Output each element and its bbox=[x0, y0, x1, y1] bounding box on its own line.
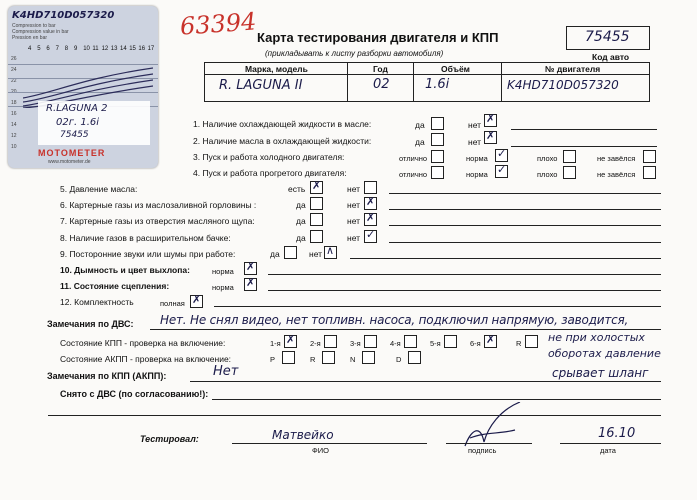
kpp-gear-label: 3-я bbox=[350, 339, 361, 348]
kpp-gear-checkbox[interactable] bbox=[444, 335, 457, 348]
q4-opt-no-start: не завёлся bbox=[597, 170, 636, 179]
q5-opt-no: нет bbox=[347, 184, 361, 194]
q3-opt-excellent: отлично bbox=[399, 154, 428, 163]
q10-opt-normal: норма bbox=[212, 267, 234, 276]
akpp-gear-label: R bbox=[310, 355, 316, 364]
meter-scale-tick: 16 bbox=[138, 46, 146, 52]
q7-no-checkbox[interactable]: ✗ bbox=[366, 211, 376, 224]
dvs-remarks-text: Нет. Не снял видео, нет топливн. насоса, подключил напрямую, заводится, bbox=[160, 313, 629, 327]
motometer-card bbox=[8, 6, 158, 168]
q9-opt-no: нет bbox=[309, 249, 323, 259]
q1-opt-yes: да bbox=[415, 120, 425, 130]
meter-engine-no: K4HD710D057320 bbox=[12, 10, 115, 21]
meter-site: www.motometer.de bbox=[48, 159, 91, 165]
meter-line2: Compression value in bar bbox=[12, 29, 69, 35]
q12-full-checkbox[interactable]: ✗ bbox=[192, 293, 202, 306]
meter-side-tick: 24 bbox=[11, 67, 17, 73]
q7-yes-checkbox[interactable] bbox=[310, 213, 323, 226]
meter-scale-tick: 12 bbox=[101, 46, 109, 52]
meter-side-tick: 12 bbox=[11, 133, 17, 139]
q9-text: 9. Посторонние звуки или шумы при работе: bbox=[60, 249, 236, 259]
kpp-gear-checkbox[interactable] bbox=[364, 335, 377, 348]
meter-scale-tick: 8 bbox=[64, 46, 69, 52]
meter-note1: R.LAGUNA 2 bbox=[46, 103, 108, 114]
meter-scale-tick: 6 bbox=[46, 46, 50, 52]
q7-opt-yes: да bbox=[296, 216, 306, 226]
q9-yes-checkbox[interactable] bbox=[284, 246, 297, 259]
removed-label: Снято с ДВС (по согласованию!): bbox=[60, 389, 209, 399]
akpp-gear-label: P bbox=[270, 355, 276, 364]
q4-opt-bad: плохо bbox=[537, 170, 558, 179]
kpp-gear-label: 6-я bbox=[470, 339, 481, 348]
meter-note3: 75455 bbox=[60, 130, 89, 140]
val-year: 02 bbox=[373, 77, 390, 92]
q3-no-start-checkbox[interactable] bbox=[643, 150, 656, 163]
q1-no-checkbox[interactable]: ✗ bbox=[486, 112, 496, 125]
code-value: 75455 bbox=[585, 29, 630, 45]
q12-text: 12. Комплектность bbox=[60, 297, 134, 307]
kpp-gear-label: 4-я bbox=[390, 339, 401, 348]
q9-no-checkbox[interactable]: ∧ bbox=[324, 246, 337, 259]
q6-opt-no: нет bbox=[347, 200, 361, 210]
dvs-remarks-label: Замечания по ДВС: bbox=[47, 319, 134, 329]
meter-side-tick: 22 bbox=[11, 78, 17, 84]
q9-opt-yes: да bbox=[270, 249, 280, 259]
date-value: 16.10 bbox=[598, 426, 636, 441]
q6-text: 6. Картерные газы из маслозаливной горловины : bbox=[60, 200, 257, 210]
col-engine-no: № двигателя bbox=[545, 64, 601, 74]
q3-opt-bad: плохо bbox=[537, 154, 558, 163]
kpp-gear-label: 1-я bbox=[270, 339, 281, 348]
kpp-check-label: Состояние КПП - проверка на включение: bbox=[60, 338, 226, 348]
meter-scale-tick: 9 bbox=[74, 46, 78, 52]
col-year: Год bbox=[373, 64, 388, 74]
meter-scale-tick: 7 bbox=[55, 46, 59, 52]
header-table bbox=[204, 62, 650, 102]
val-engine-no: K4HD710D057320 bbox=[507, 78, 619, 92]
kpp-gear-checkbox[interactable]: ✗ bbox=[286, 333, 296, 346]
meter-side-tick: 10 bbox=[11, 144, 17, 150]
col-volume: Объём bbox=[441, 64, 470, 74]
dvs-remarks-text2: не при холостых bbox=[548, 331, 645, 344]
q3-bad-checkbox[interactable] bbox=[563, 150, 576, 163]
q1-yes-checkbox[interactable] bbox=[431, 117, 444, 130]
kpp-gear-checkbox[interactable] bbox=[404, 335, 417, 348]
q4-opt-excellent: отлично bbox=[399, 170, 428, 179]
meter-note2: 02г. 1.6i bbox=[56, 117, 100, 128]
q5-opt-yes: есть bbox=[288, 184, 306, 194]
akpp-gear-label: N bbox=[350, 355, 356, 364]
col-model: Марка, модель bbox=[245, 64, 308, 74]
meter-side-tick: 14 bbox=[11, 122, 17, 128]
kpp-remarks-label: Замечания по КПП (АКПП): bbox=[47, 371, 167, 381]
q4-bad-checkbox[interactable] bbox=[563, 166, 576, 179]
q2-opt-yes: да bbox=[415, 137, 425, 147]
meter-scale bbox=[28, 46, 156, 56]
q11-text: 11. Состояние сцепления: bbox=[60, 281, 170, 291]
meter-line3: Pression en bar bbox=[12, 35, 48, 41]
q12-opt-full: полная bbox=[160, 299, 185, 308]
q7-text: 7. Картерные газы из отверстия масляного щупа: bbox=[60, 216, 255, 226]
meter-side-tick: 16 bbox=[11, 111, 17, 117]
q2-opt-no: нет bbox=[468, 137, 482, 147]
q3-text: 3. Пуск и работа холодного двигателя: bbox=[193, 152, 345, 162]
fio-label: ФИО bbox=[312, 446, 329, 455]
akpp-gear-checkbox[interactable] bbox=[408, 351, 421, 364]
akpp-check-label: Состояние АКПП - проверка на включение: bbox=[60, 354, 232, 364]
q8-text: 8. Наличие газов в расширительном бачке: bbox=[60, 233, 231, 243]
q5-yes-checkbox[interactable]: ✗ bbox=[312, 179, 322, 192]
meter-scale-tick: 11 bbox=[92, 46, 99, 52]
page-title: Карта тестирования двигателя и КПП bbox=[257, 30, 499, 45]
kpp-gear-label: 2-я bbox=[310, 339, 321, 348]
kpp-gear-label: R bbox=[516, 339, 522, 348]
meter-scale-tick: 17 bbox=[147, 46, 155, 52]
q4-text: 4. Пуск и работа прогретого двигателя: bbox=[193, 168, 347, 178]
val-model: R. LAGUNA II bbox=[219, 78, 303, 93]
q6-opt-yes: да bbox=[296, 200, 306, 210]
q5-no-checkbox[interactable] bbox=[364, 181, 377, 194]
q2-yes-checkbox[interactable] bbox=[431, 133, 444, 146]
q10-text: 10. Дымность и цвет выхлопа: bbox=[60, 265, 190, 275]
signature-scribble bbox=[440, 402, 540, 452]
meter-side-tick: 18 bbox=[11, 100, 17, 106]
stamp-number: 63394 bbox=[179, 7, 258, 41]
code-box bbox=[566, 26, 650, 50]
page-subtitle: (прикладывать к листу разборки автомобиля) bbox=[265, 49, 444, 58]
meter-line1: Compression to bar bbox=[12, 23, 56, 29]
meter-scale-tick: 5 bbox=[37, 46, 41, 52]
q4-no-start-checkbox[interactable] bbox=[643, 166, 656, 179]
date-label: дата bbox=[600, 446, 616, 455]
q6-yes-checkbox[interactable] bbox=[310, 197, 323, 210]
q6-no-checkbox[interactable]: ✗ bbox=[366, 195, 376, 208]
meter-scale-tick: 14 bbox=[120, 46, 127, 52]
meter-scale-tick: 4 bbox=[28, 46, 32, 52]
q4-normal-checkbox[interactable]: ✓ bbox=[497, 163, 507, 176]
meter-scale-tick: 10 bbox=[83, 46, 90, 52]
kpp-remarks-text: Нет bbox=[213, 364, 239, 379]
q3-opt-no-start: не завёлся bbox=[597, 154, 636, 163]
kpp-gear-checkbox[interactable] bbox=[525, 335, 538, 348]
q10-normal-checkbox[interactable]: ✗ bbox=[246, 260, 256, 273]
q8-yes-checkbox[interactable] bbox=[310, 230, 323, 243]
tester-name: Матвейко bbox=[272, 428, 334, 442]
signature-label: подпись bbox=[468, 446, 497, 455]
akpp-gear-checkbox[interactable] bbox=[282, 351, 295, 364]
akpp-gear-checkbox[interactable] bbox=[322, 351, 335, 364]
q3-normal-checkbox[interactable]: ✓ bbox=[497, 147, 507, 160]
q8-opt-no: нет bbox=[347, 233, 361, 243]
q3-opt-normal: норма bbox=[466, 154, 488, 163]
q4-opt-normal: норма bbox=[466, 170, 488, 179]
q4-excellent-checkbox[interactable] bbox=[431, 166, 444, 179]
q2-no-checkbox[interactable]: ✗ bbox=[486, 129, 496, 142]
kpp-gear-checkbox[interactable]: ✗ bbox=[486, 333, 496, 346]
q8-no-checkbox[interactable]: ✓ bbox=[366, 228, 376, 241]
q1-text: 1. Наличие охлаждающей жидкости в масле: bbox=[193, 119, 372, 129]
q8-opt-yes: да bbox=[296, 233, 306, 243]
kpp-gear-checkbox[interactable] bbox=[324, 335, 337, 348]
q3-excellent-checkbox[interactable] bbox=[431, 150, 444, 163]
q11-opt-normal: норма bbox=[212, 283, 234, 292]
meter-side-tick: 26 bbox=[11, 56, 17, 62]
q1-opt-no: нет bbox=[468, 120, 482, 130]
val-volume: 1.6i bbox=[425, 77, 450, 92]
code-label: Код авто bbox=[592, 52, 630, 62]
meter-scale-tick: 15 bbox=[129, 46, 136, 52]
kpp-remarks-text2: срывает шланг bbox=[552, 366, 649, 380]
q5-text: 5. Давление масла: bbox=[60, 184, 138, 194]
dvs-remarks-text3: оборотах давление bbox=[548, 347, 661, 360]
meter-scale-tick: 13 bbox=[110, 46, 118, 52]
akpp-gear-checkbox[interactable] bbox=[362, 351, 375, 364]
q2-text: 2. Наличие масла в охлаждающей жидкости: bbox=[193, 136, 372, 146]
akpp-gear-label: D bbox=[396, 355, 402, 364]
tested-by-label: Тестировал: bbox=[140, 434, 199, 444]
q7-opt-no: нет bbox=[347, 216, 361, 226]
meter-side-tick: 20 bbox=[11, 89, 17, 95]
kpp-gear-label: 5-я bbox=[430, 339, 441, 348]
q11-normal-checkbox[interactable]: ✗ bbox=[246, 276, 256, 289]
meter-brand-logo: MOTOMETER bbox=[38, 148, 106, 158]
